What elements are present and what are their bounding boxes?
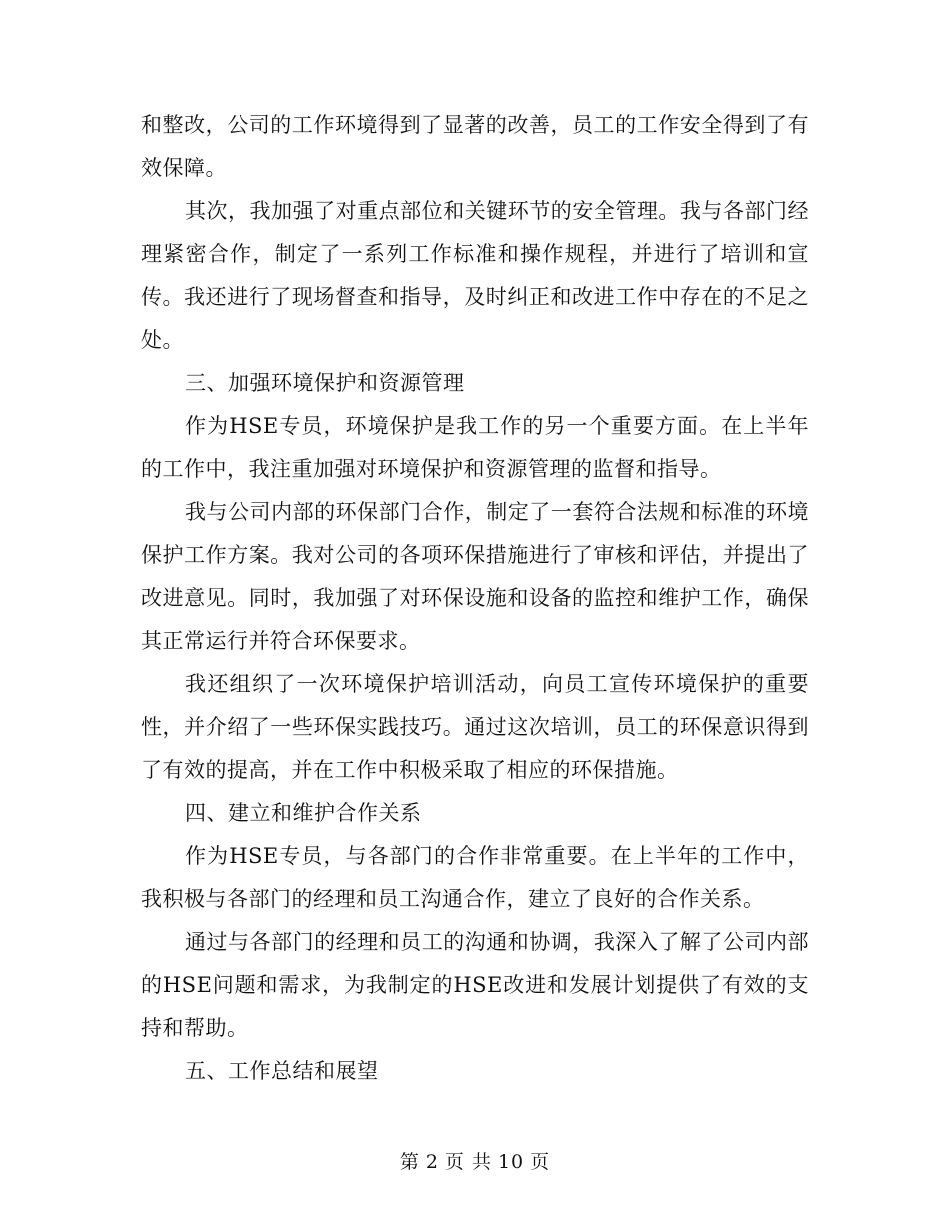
section-heading-4: 四、建立和维护合作关系 [185,801,422,825]
page-footer [0,1147,950,1174]
paragraph-environment-intro: 作为HSE专员，环境保护是我工作的另一个重要方面。在上半年的工作中，我注重加强对环境保护和资源管理的监督和指导。 [141,414,809,481]
document-body [141,104,809,1093]
section-heading-5: 五、工作总结和展望 [185,1059,379,1083]
footer-total-pages: 10 [497,1151,525,1173]
paragraph-cooperation-result: 通过与各部门的经理和员工的沟通和协调，我深入了解了公司内部的HSE问题和需求，为我制定的HSE改进和发展计划提供了有效的支持和帮助。 [141,930,809,1040]
paragraph-cooperation-intro: 作为HSE专员，与各部门的合作非常重要。在上半年的工作中，我积极与各部门的经理和员工沟通合作，建立了良好的合作关系。 [141,844,809,911]
footer-middle: 页 共 [444,1151,492,1173]
footer-prefix: 第 [399,1151,420,1173]
paragraph-safety-management: 其次，我加强了对重点部位和关键环节的安全管理。我与各部门经理紧密合作，制定了一系列工作标准和操作规程，并进行了培训和宣传。我还进行了现场督查和指导，及时纠正和改进工作中存在的不足之处。 [141,199,809,352]
paragraph-continuation: 和整改，公司的工作环境得到了显著的改善，员工的工作安全得到了有效保障。 [141,113,809,180]
paragraph-environment-plan: 我与公司内部的环保部门合作，制定了一套符合法规和标准的环境保护工作方案。我对公司的各项环保措施进行了审核和评估，并提出了改进意见。同时，我加强了对环保设施和设备的监控和维护工作，确保其正常运行并符合环保要求。 [141,500,809,653]
section-heading-3: 三、加强环境保护和资源管理 [185,371,465,395]
footer-current-page: 2 [425,1151,439,1173]
paragraph-environment-training: 我还组织了一次环境保护培训活动，向员工宣传环境保护的重要性，并介绍了一些环保实践技巧。通过这次培训，员工的环保意识得到了有效的提高，并在工作中积极采取了相应的环保措施。 [141,672,809,782]
footer-suffix: 页 [530,1151,551,1173]
